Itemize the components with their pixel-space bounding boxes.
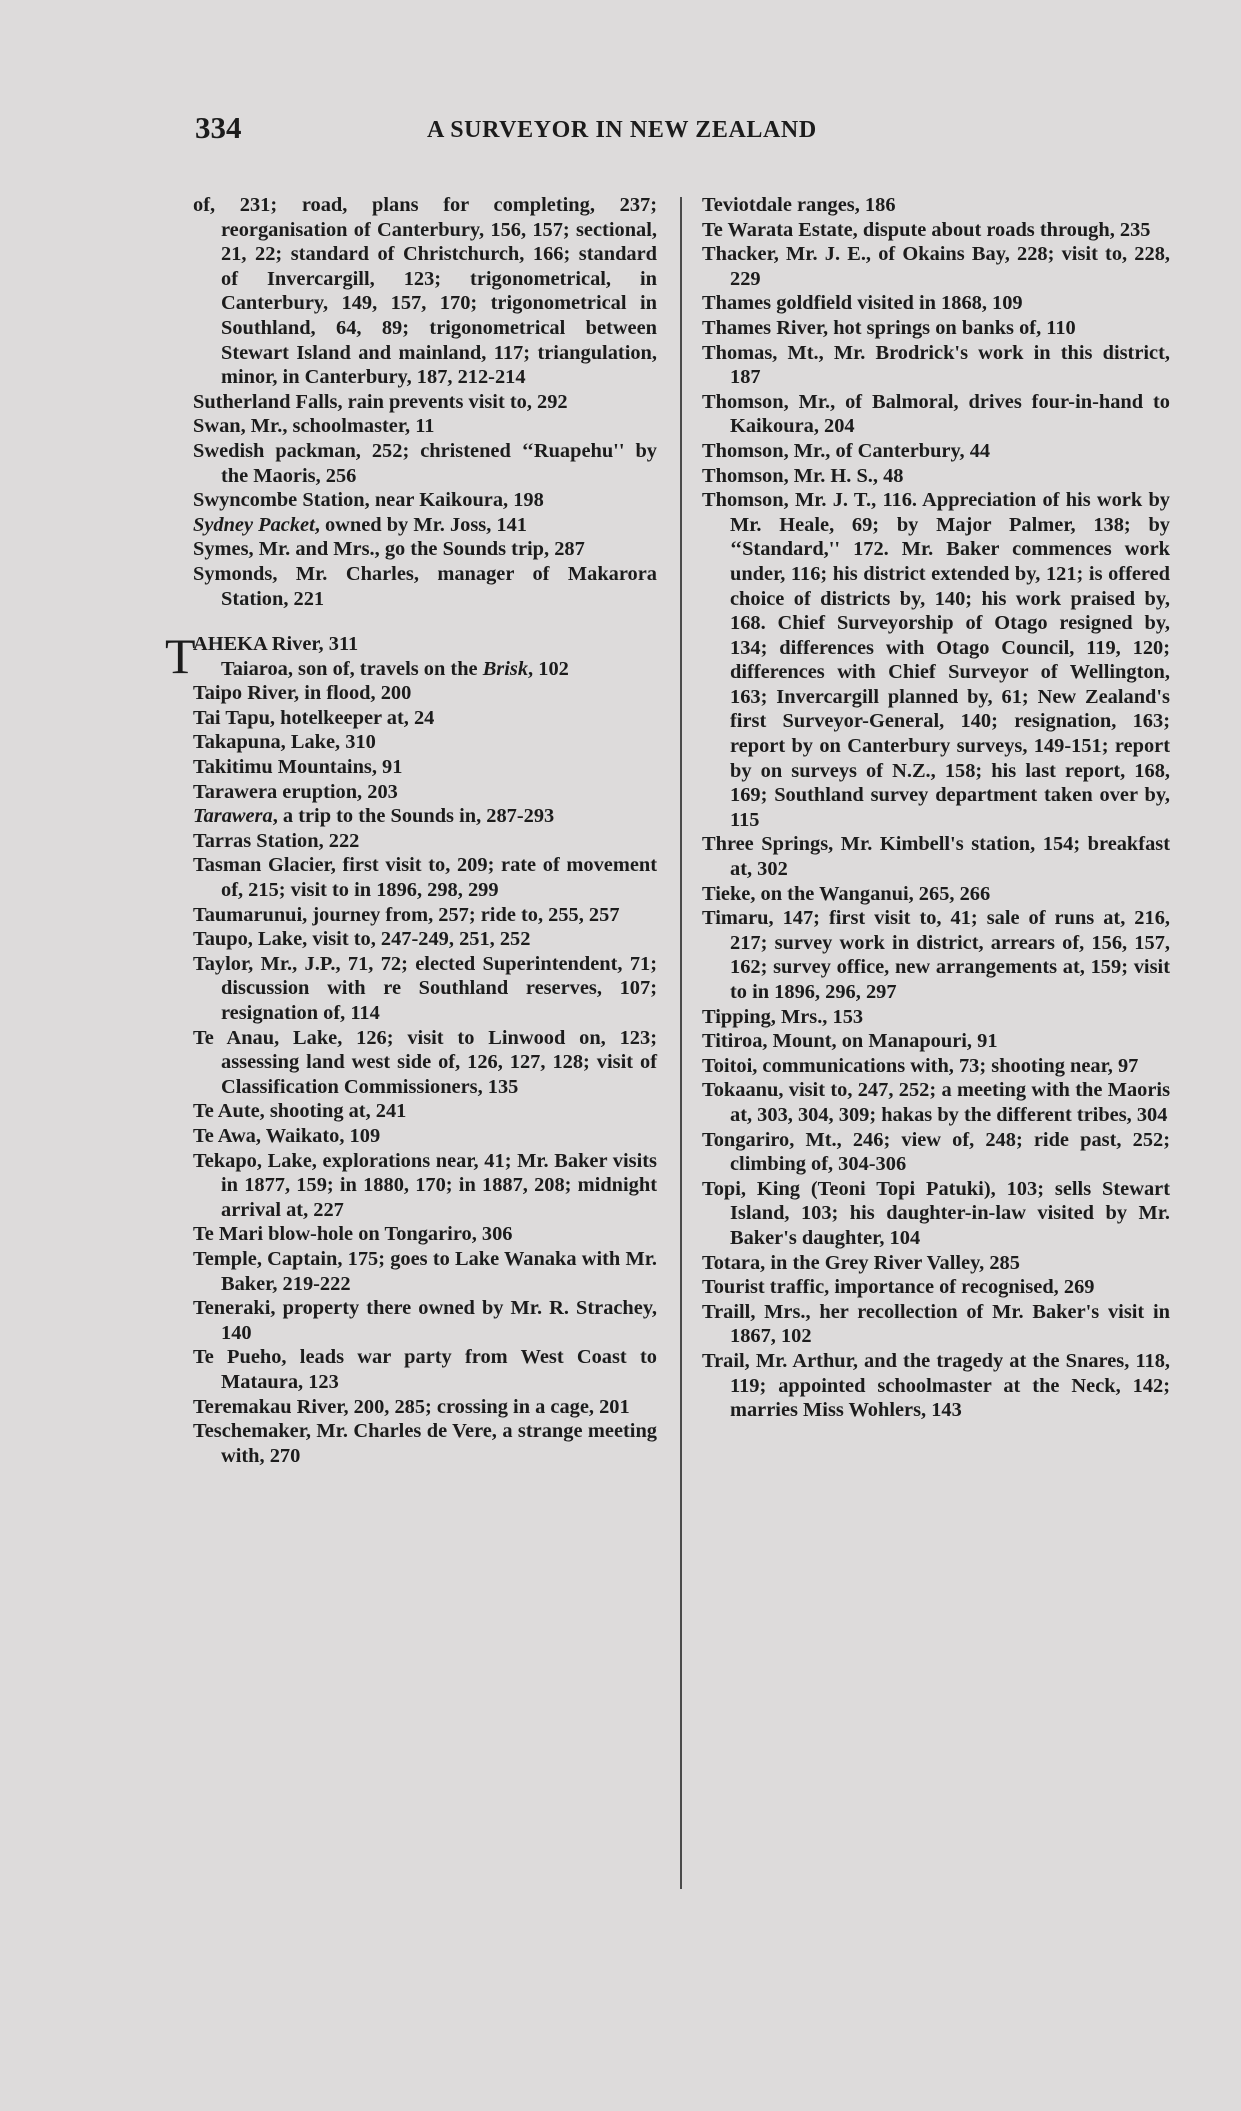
index-entry: Timaru, 147; first visit to, 41; sale of runs at, 216, 217; survey work in district, arrears of, 156, 157, 162; survey office, new arrangements at, 159; visit to in 1896, 296, 297 (702, 907, 1170, 1003)
index-entry: Trail, Mr. Arthur, and the tragedy at the Snares, 118, 119; appointed schoolmaster at the Neck, 142; marries Miss Wohlers, 143 (702, 1349, 1170, 1422)
index-entry: Tekapo, Lake, explorations near, 41; Mr. Baker visits in 1877, 159; in 1880, 170; in 1887, 208; midnight arrival at, 227 (193, 1149, 657, 1221)
index-entry: Totara, in the Grey River Valley, 285 (702, 1251, 1020, 1274)
index-entry: Te Warata Estate, dispute about roads through, 235 (702, 218, 1151, 241)
index-entry: Thomson, Mr., of Canterbury, 44 (702, 439, 991, 462)
index-entry: Tieke, on the Wanganui, 265, 266 (702, 882, 991, 905)
index-entry: Takapuna, Lake, 310 (193, 731, 376, 754)
letter-section-gap (193, 611, 657, 632)
index-entry: Titiroa, Mount, on Manapouri, 91 (702, 1030, 998, 1053)
index-entry: Thacker, Mr. J. E., of Okains Bay, 228; visit to, 228, 229 (702, 243, 1170, 290)
index-entry: Thames goldfield visited in 1868, 109 (702, 292, 1023, 315)
index-entry: Te Mari blow-hole on Tongariro, 306 (193, 1223, 513, 1246)
index-entry: Symes, Mr. and Mrs., go the Sounds trip, 287 (193, 538, 585, 561)
index-entry: Topi, King (Teoni Topi Patuki), 103; sells Stewart Island, 103; his daughter-in-law visited by Mr. Baker's daughter, 104 (702, 1177, 1170, 1249)
index-entry: Thames River, hot springs on banks of, 110 (702, 316, 1076, 339)
index-entry: Taiaroa, son of, travels on the Brisk, 102 (221, 657, 569, 680)
running-title: A SURVEYOR IN NEW ZEALAND (427, 117, 817, 143)
index-entry: Taylor, Mr., J.P., 71, 72; elected Superintendent, 71; discussion with re Southland reserves, 107; resignation of, 114 (193, 952, 657, 1024)
ship-name: Brisk (482, 657, 529, 680)
index-entry: Thomas, Mt., Mr. Brodrick's work in this district, 187 (702, 341, 1170, 389)
index-entry: Thomson, Mr. J. T., 116. Appreciation of his work by Mr. Heale, 69; by Major Palmer, 138; by ‘‘Standard,'' 172. Mr. Baker commences work under, 116; his district extended by, 121; is offered choice of districts by, 140; his work praised by, 168. Chief Surveyorship of Otago resigned by, 134; differences with Otago Council, 119, 120; differences with Chief Surveyor of Wellington, 163; Invercargill planned by, 61; New Zealand's first Surveyor-General, 140; resignation, 163; report by on Canterbury surveys, 149-151; report by on surveys of N.Z., 158; his last report, 168, 169; Southland survey department taken over by, 115 (702, 489, 1170, 831)
index-entry: Tai Tapu, hotelkeeper at, 24 (193, 706, 435, 729)
index-entry: Symonds, Mr. Charles, manager of Makarora Station, 221 (193, 562, 657, 610)
index-entry: Taumarunui, journey from, 257; ride to, 255, 257 (193, 903, 620, 926)
index-entry: Temple, Captain, 175; goes to Lake Wanaka with Mr. Baker, 219-222 (193, 1247, 657, 1295)
column-divider (680, 197, 682, 1889)
index-entry: Tarawera, a trip to the Sounds in, 287-293 (193, 805, 555, 828)
index-entry: Te Aute, shooting at, 241 (193, 1100, 407, 1123)
index-entry: Taupo, Lake, visit to, 247-249, 251, 252 (193, 928, 531, 951)
index-entry: Tasman Glacier, first visit to, 209; rate of movement of, 215; visit to in 1896, 298, 299 (193, 854, 657, 902)
index-entry: Tokaanu, visit to, 247, 252; a meeting with the Maoris at, 303, 304, 309; hakas by the different tribes, 304 (702, 1079, 1170, 1126)
index-entry: Swedish packman, 252; christened ‘‘Ruapehu'' by the Maoris, 256 (193, 439, 657, 487)
index-entry: Tongariro, Mt., 246; view of, 248; ride past, 252; climbing of, 304-306 (702, 1128, 1170, 1176)
page-number: 334 (195, 110, 242, 145)
index-entry: Thomson, Mr., of Balmoral, drives four-in-hand to Kaikoura, 204 (702, 390, 1170, 438)
index-entry: Tarawera eruption, 203 (193, 780, 398, 803)
drop-cap: T (165, 628, 196, 685)
index-entry: Tourist traffic, importance of recognised, 269 (702, 1276, 1095, 1299)
index-entry: Toitoi, communications with, 73; shooting near, 97 (702, 1054, 1139, 1077)
index-entry: Swyncombe Station, near Kaikoura, 198 (193, 489, 544, 512)
index-entry: Teschemaker, Mr. Charles de Vere, a strange meeting with, 270 (193, 1420, 657, 1467)
page-header (195, 110, 1075, 160)
index-entry: Swan, Mr., schoolmaster, 11 (193, 415, 435, 438)
ship-name: Sydney Packet (193, 513, 315, 536)
index-entry: Takitimu Mountains, 91 (193, 756, 403, 779)
index-entry: Three Springs, Mr. Kimbell's station, 154; breakfast at, 302 (702, 833, 1170, 881)
index-entry: Te Anau, Lake, 126; visit to Linwood on, 123; assessing land west side of, 126, 127, 128; visit of Classification Commissioners, 135 (193, 1026, 657, 1098)
index-entry: Teneraki, property there owned by Mr. R. Strachey, 140 (193, 1297, 657, 1344)
index-entry: Sydney Packet, owned by Mr. Joss, 141 (193, 513, 527, 536)
index-entry: Sutherland Falls, rain prevents visit to, 292 (193, 390, 568, 413)
index-entry: of, 231; road, plans for completing, 237; reorganisation of Canterbury, 156, 157; sectional, 21, 22; standard of Christchurch, 166; standard of Invercargill, 123; trigonometrical, in Canterbury, 149, 157, 170; trigonometrical in Southland, 64, 89; trigonometrical between Stewart Island and mainland, 117; triangulation, minor, in Canterbury, 187, 212-214 (193, 194, 657, 389)
index-entry: Tarras Station, 222 (193, 829, 360, 852)
index-entry-dropcap: T AHEKA River, 311 (165, 628, 359, 685)
index-entry: Traill, Mrs., her recollection of Mr. Baker's visit in 1867, 102 (702, 1300, 1170, 1348)
index-entry: Thomson, Mr. H. S., 48 (702, 464, 904, 487)
index-entry: Te Pueho, leads war party from West Coast to Mataura, 123 (193, 1346, 657, 1393)
index-column-left (165, 193, 657, 1468)
ship-name: Tarawera (193, 805, 273, 828)
index-entry: Teremakau River, 200, 285; crossing in a cage, 201 (193, 1395, 630, 1418)
index-column-right (702, 193, 1170, 1423)
index-entry: Taipo River, in flood, 200 (193, 682, 412, 705)
index-entry: Tipping, Mrs., 153 (702, 1005, 864, 1028)
index-entry: Teviotdale ranges, 186 (702, 194, 896, 216)
index-entry: Te Awa, Waikato, 109 (193, 1124, 381, 1147)
